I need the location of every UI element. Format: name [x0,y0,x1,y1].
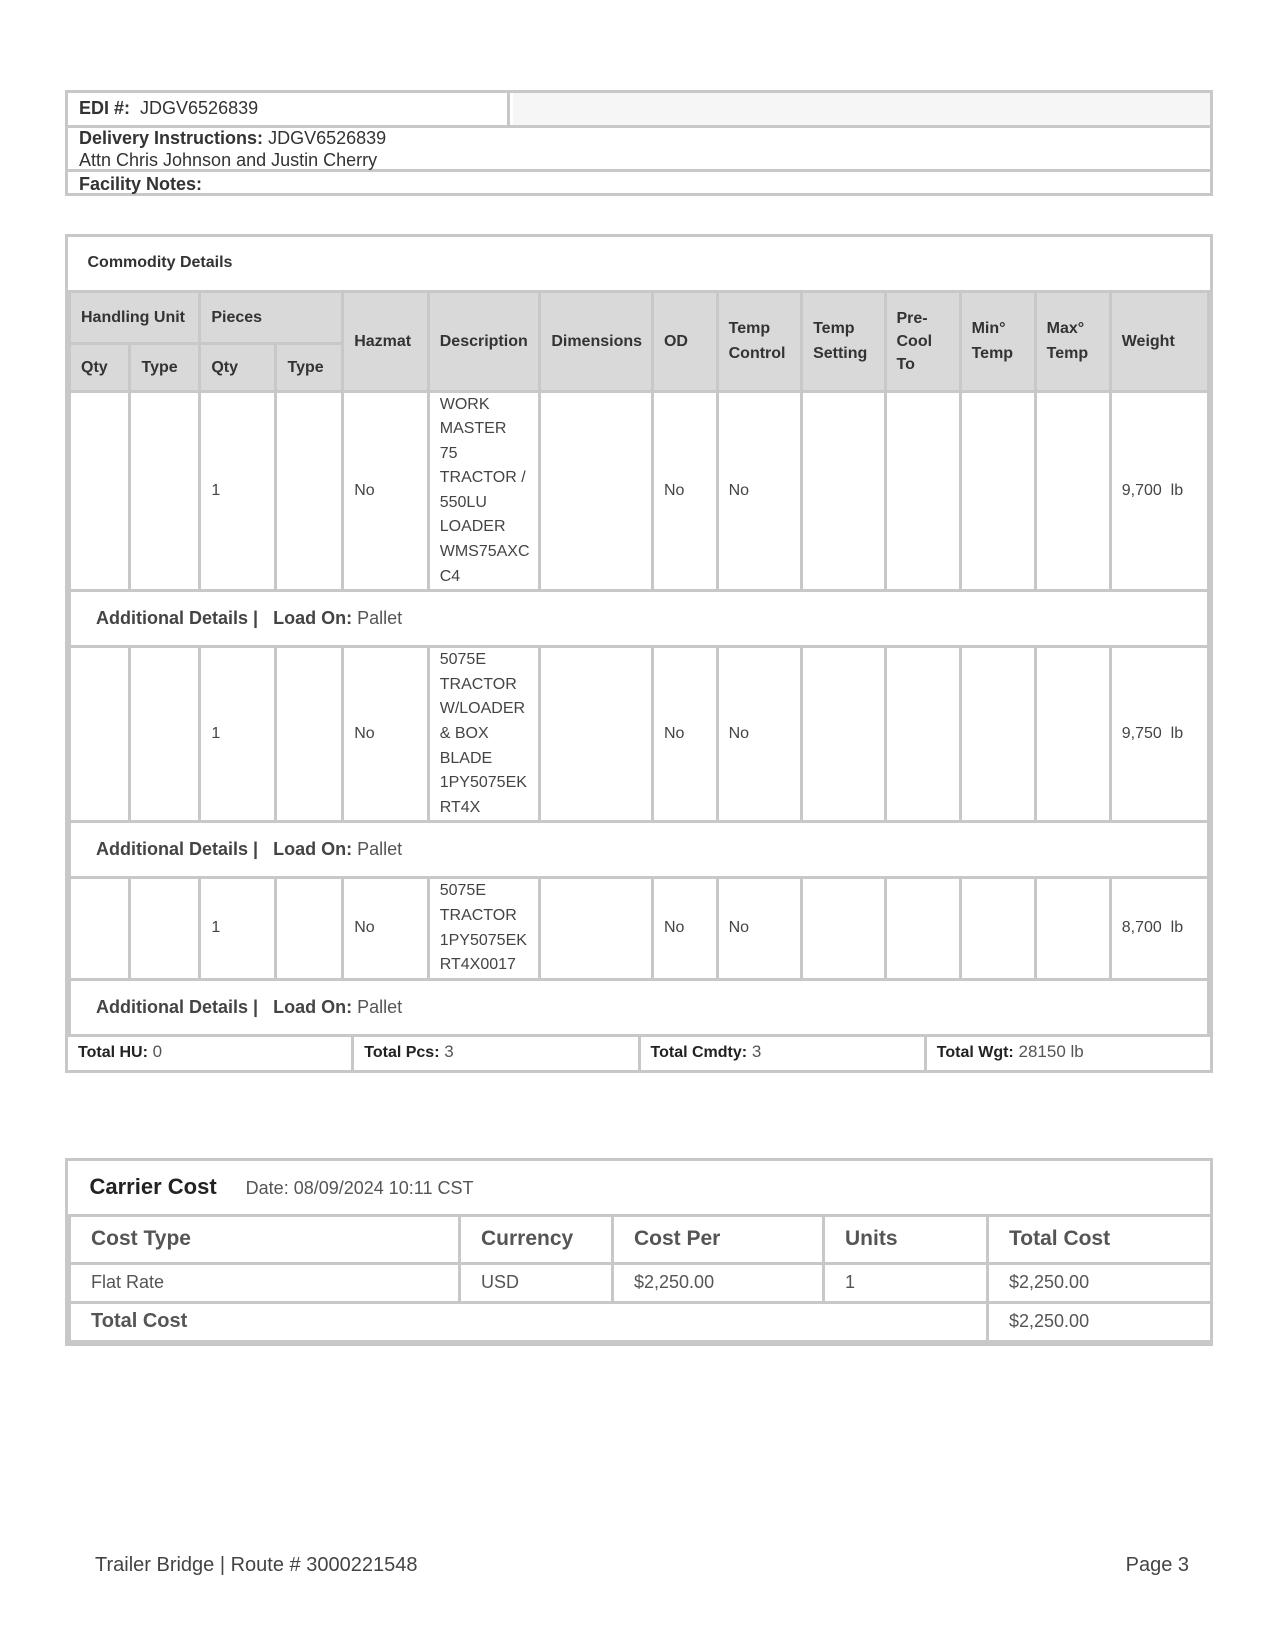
total-hu [68,1037,354,1070]
description-line: & BOX [439,725,489,743]
carrier-cost-header [70,1161,1212,1215]
table-row [70,1263,1212,1302]
edi-cell [68,93,510,125]
header-pcs-type: Type [276,343,343,391]
description-cell [428,878,540,979]
load-on-label: Load On: [273,839,353,860]
description-line: MASTER 75 [439,420,507,462]
carrier-cost-header-row [70,1215,1212,1263]
max-temp-cell [1035,647,1110,822]
hu-type-cell [130,647,200,822]
load-on-label: Load On: [273,996,353,1017]
total-cost-label: Total Cost [70,1302,988,1341]
table-row [70,647,1209,822]
temp-control-cell: No [717,878,801,979]
delivery-instructions-label: Delivery Instructions: [79,128,264,148]
temp-setting-cell [802,647,885,822]
total-cost-value: $2,250.00 [988,1302,1212,1341]
pcs-qty-cell: 1 [200,878,276,979]
units-cell: 1 [824,1263,988,1302]
carrier-cost-table [65,1158,1213,1346]
weight-cell: 9,750 lb [1110,647,1208,822]
commodity-details-title: Commodity Details [70,237,1209,291]
header-description: Description [428,291,540,391]
header-temp-setting-line2: Setting [813,345,868,362]
footer-page-number: Page 3 [1125,1554,1189,1576]
description-line: C4 [439,567,461,585]
precool-cell [885,878,960,979]
temp-control-cell: No [717,391,801,591]
description-line: 5075E [439,651,486,669]
hu-type-cell [130,391,200,591]
edi-block [65,90,1213,196]
temp-control-cell: No [717,647,801,822]
description-line: RT4X [439,798,481,816]
max-temp-cell [1035,878,1110,979]
od-cell: No [652,878,717,979]
header-precool-line2: Cool [896,332,933,350]
description-line: WMS75AXC [439,543,530,561]
description-line: RT4X0017 [439,956,516,974]
header-temp-control-line2: Control [728,345,786,362]
header-units: Units [824,1215,988,1263]
header-currency: Currency [460,1215,613,1263]
header-max-temp-line1: Max° [1046,320,1085,337]
pcs-qty-cell: 1 [200,647,276,822]
hazmat-cell: No [343,391,429,591]
header-hu-type: Type [130,343,200,391]
temp-setting-cell [802,878,885,979]
dimensions-cell [540,391,653,591]
description-line: W/LOADER [439,700,526,718]
cost-per-cell: $2,250.00 [613,1263,824,1302]
header-total-cost: Total Cost [988,1215,1212,1263]
delivery-instructions-row [68,125,1210,172]
hu-qty-cell [70,878,130,979]
edi-value: JDGV6526839 [140,98,259,118]
total-hu-value: 0 [152,1041,163,1061]
description-line: BLADE [439,749,493,767]
pcs-qty-cell: 1 [200,391,276,591]
header-temp-control [717,291,801,391]
facility-notes-row [68,172,1210,196]
header-hu-qty: Qty [70,343,130,391]
header-precool-line3: To [896,355,915,373]
total-cmdty-value: 3 [751,1041,762,1061]
carrier-cost-date: Date: 08/09/2024 10:11 CST [245,1178,474,1199]
pcs-type-cell [276,647,343,822]
additional-details-cell [70,591,1209,647]
edi-row [68,93,1210,128]
min-temp-cell [960,878,1035,979]
header-hazmat: Hazmat [343,291,429,391]
currency-cell: USD [460,1263,613,1302]
header-pieces: Pieces [200,291,343,343]
header-handling-unit: Handling Unit [70,291,200,343]
precool-cell [885,391,960,591]
total-pcs-value: 3 [444,1041,454,1061]
additional-details-row [70,591,1209,647]
description-cell [428,391,540,591]
commodity-details-table [65,234,1213,1073]
header-weight: Weight [1110,291,1208,391]
hazmat-cell: No [343,647,429,822]
load-on-value: Pallet [357,996,403,1017]
weight-cell: 8,700 lb [1110,878,1208,979]
header-pcs-qty: Qty [200,343,276,391]
description-cell [428,647,540,822]
od-cell: No [652,647,717,822]
description-line: TRACTOR / [439,469,526,487]
total-wgt [927,1037,1210,1070]
additional-details-row [70,979,1209,1035]
total-cost-row [70,1302,1212,1341]
header-cost-per: Cost Per [613,1215,824,1263]
header-precool-line1: Pre- [896,309,928,327]
additional-details-row [70,822,1209,878]
precool-cell [885,647,960,822]
header-max-temp [1035,291,1110,391]
totals-row [68,1037,1210,1070]
header-cost-type: Cost Type [70,1215,460,1263]
header-temp-setting-line1: Temp [813,320,855,337]
load-on-label: Load On: [273,608,353,629]
edi-label: EDI #: [79,98,131,118]
header-od: OD [652,291,717,391]
description-line: 5075E [439,882,486,900]
description-line: TRACTOR [439,907,517,924]
additional-details-cell [70,822,1209,878]
total-wgt-value: 28150 lb [1018,1041,1084,1061]
hu-type-cell [130,878,200,979]
cost-type-cell: Flat Rate [70,1263,460,1302]
description-line: LOADER [439,518,506,536]
description-line: 1PY5075EK [439,931,527,949]
max-temp-cell [1035,391,1110,591]
header-temp-setting [802,291,885,391]
description-line: 550LU [439,493,487,511]
delivery-instructions-value: JDGV6526839 [268,128,387,148]
header-temp-control-line1: Temp [728,320,771,337]
dimensions-cell [540,878,653,979]
edi-empty-cell [513,93,1210,125]
description-line: WORK [439,395,490,413]
header-min-temp-line2: Temp [971,345,1014,362]
header-dimensions: Dimensions [540,291,653,391]
footer-route: Trailer Bridge | Route # 3000221548 [95,1554,418,1576]
hu-qty-cell [70,647,130,822]
carrier-cost-title: Carrier Cost [89,1174,217,1200]
additional-details-label: Additional Details | [96,608,259,629]
table-row [70,878,1209,979]
delivery-instructions-line2: Attn Chris Johnson and Justin Cherry [79,150,378,170]
facility-notes-label: Facility Notes: [79,174,203,194]
total-hu-label: Total HU: [78,1043,148,1061]
total-cost-cell: $2,250.00 [988,1263,1212,1302]
header-max-temp-line2: Temp [1046,345,1089,362]
temp-setting-cell [802,391,885,591]
header-precool-to [885,291,960,391]
load-on-value: Pallet [357,839,403,860]
min-temp-cell [960,647,1035,822]
description-line: TRACTOR [439,675,517,693]
total-cmdty [641,1037,927,1070]
table-row [70,391,1209,591]
total-wgt-label: Total Wgt: [936,1043,1014,1061]
hu-qty-cell [70,391,130,591]
header-min-temp [960,291,1035,391]
load-on-value: Pallet [357,608,403,629]
min-temp-cell [960,391,1035,591]
additional-details-cell [70,979,1209,1035]
od-cell: No [652,391,717,591]
pcs-type-cell [276,391,343,591]
weight-cell: 9,700 lb [1110,391,1208,591]
pcs-type-cell [276,878,343,979]
additional-details-label: Additional Details | [96,996,259,1017]
total-pcs [354,1037,640,1070]
hazmat-cell: No [343,878,429,979]
description-line: 1PY5075EK [439,774,527,792]
total-pcs-label: Total Pcs: [364,1043,440,1061]
dimensions-cell [540,647,653,822]
additional-details-label: Additional Details | [96,839,259,860]
total-cmdty-label: Total Cmdty: [650,1043,748,1061]
header-min-temp-line1: Min° [971,320,1006,337]
